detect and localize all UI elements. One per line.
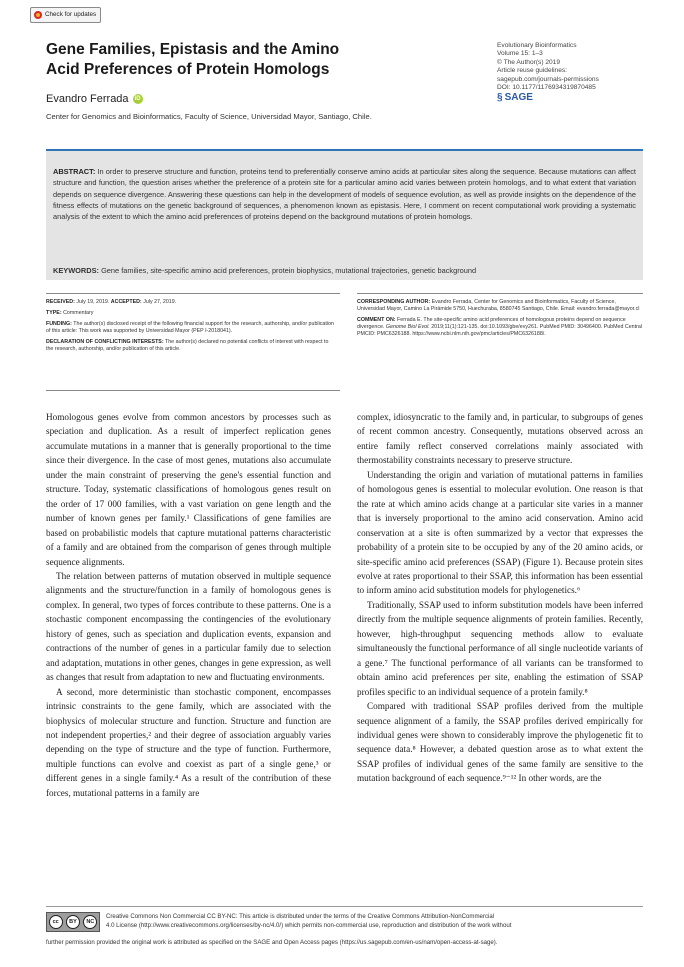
comment-citation[interactable]: 2019;11(1):121-135. doi:10.1093/gbe/evy261. PubMed PMID: 30496400. PubMed Central PMCID: PMC6326188. https://www.ncbi.nlm.nih.gov/pmc/articles/PMC6326188/. bbox=[357, 324, 642, 337]
title-line-2: Acid Preferences of Protein Homologs bbox=[46, 61, 330, 78]
article-title bbox=[46, 40, 426, 80]
body-paragraph: A second, more deterministic than stochastic component, encompasses intrinsic constraints to the gene family, which are associated with the biophysics of molecular structure and function. Structure and function are not independent properties,² and their degree of association arguably varies depending on the type of structure and the type of function. Furthermore, multiple functions can evolve and coexist as part of a single gene,³ or different genes in a single family.⁴ As a result of the contribution of these forces, mutational patterns in a family are bbox=[46, 686, 331, 798]
cc-icon: cc bbox=[49, 915, 63, 929]
accepted-date: July 27, 2019. bbox=[143, 299, 177, 305]
nc-icon: NC bbox=[83, 915, 97, 929]
license-line-3: further permission provided the original work is attributed as specified on the SAGE and Open Access pages (https://us.sagepub.com/en-us/nam/open-access-at-sage). bbox=[46, 939, 498, 946]
journal-info bbox=[497, 42, 657, 103]
abstract-text: In order to preserve structure and function, proteins tend to preferentially conserve amino acids at particular sites along the sequence. Because mutations can affect structure and function, the question arises whether the preference of a protein site for a particular amino acid varies between protein homologs, and to what extent that variation depends on sequence divergence. Answering these questions can help in the development of models of sequence evolution, as well as provide insights on the dependence of the fitness effects of mutations on the genetic background of sequences, a phenomenon known as epistasis. Here, I comment on recent computational work providing a systematic analysis of the extent to which the amino acid preferences of proteins depend on the background mutations of protein homologs. bbox=[53, 167, 636, 222]
cc-license-badge[interactable] bbox=[46, 912, 100, 932]
body-paragraph: complex, idiosyncratic to the family and, in particular, to subgroups of genes of recent common ancestry. Consequently, mutations observed across an entire family reflect conserved correlations mainly associated with thermostability constraints necessary to preserve structure. bbox=[357, 412, 643, 466]
by-icon: BY bbox=[66, 915, 80, 929]
corresponding-author bbox=[357, 299, 643, 313]
sage-logo-icon: § bbox=[497, 92, 503, 104]
keywords-label: KEYWORDS: bbox=[53, 266, 99, 275]
author-line bbox=[46, 93, 143, 105]
meta-right bbox=[357, 299, 643, 338]
abstract-label: ABSTRACT: bbox=[53, 167, 96, 176]
keywords-text: Gene families, site-specific amino acid preferences, protein biophysics, mutational trajectories, genetic background bbox=[101, 266, 477, 275]
journal-doi[interactable]: DOI: 10.1177/1176934319870485 bbox=[497, 84, 596, 92]
comment-on bbox=[357, 317, 643, 338]
conflicts bbox=[46, 339, 336, 353]
comment-label: COMMENT ON: bbox=[357, 317, 396, 323]
comment-text: Ferrada E. The site-specific amino acid preferences of homologous proteins depend on sequence divergence. bbox=[357, 317, 626, 330]
meta-right-rule bbox=[357, 293, 643, 294]
journal-volume: Volume 15: 1–3 bbox=[497, 50, 543, 58]
funding bbox=[46, 321, 336, 335]
type-label: TYPE: bbox=[46, 310, 62, 316]
affiliation: Center for Genomics and Bioinformatics, Faculty of Science, Universidad Mayor, Santiago, Chile. bbox=[46, 112, 372, 121]
funding-label: FUNDING: bbox=[46, 321, 72, 327]
license-line-2: 4.0 License (http://www.creativecommons.org/licenses/by-nc/4.0/) which permits non-commercial use, reproduction and distribution of the work without bbox=[106, 921, 512, 929]
received-accepted bbox=[46, 299, 336, 306]
journal-copyright: © The Author(s) 2019 bbox=[497, 58, 561, 66]
orcid-icon[interactable]: iD bbox=[134, 96, 141, 102]
title-line-1: Gene Families, Epistasis and the Amino bbox=[46, 41, 340, 58]
license-text bbox=[106, 913, 646, 931]
sage-logo-text: SAGE bbox=[504, 92, 533, 104]
journal-name: Evolutionary Bioinformatics bbox=[497, 42, 577, 49]
license-line-1: Creative Commons Non Commercial CC BY-NC: This article is distributed under the terms of the Creative Commons Attribution-NonCommercial bbox=[106, 913, 495, 920]
body-paragraph: The relation between patterns of mutation observed in multiple sequence alignments and the structure/function in a family of homologous genes is complex. In general, two types of forces contribute to these patterns. One is a stochastic component encompassing the contingencies of the evolutionary history of genes, such as speciation and duplication events, expansion and contractions of the number of genes in a particular family due to selection and adaptation, mutations in other genes, changes in gene expression, as well as changes that result from adaptation to new and fluctuating environments. bbox=[46, 570, 331, 683]
check-for-updates-button[interactable] bbox=[30, 7, 101, 23]
accepted-label: ACCEPTED: bbox=[110, 299, 142, 305]
body-left-column bbox=[46, 410, 331, 800]
body-paragraph: Compared with traditional SSAP profiles derived from the multiple sequence alignment of a family, the SSAP profiles derived empirically for individual genes were shown to considerably improve the phylogenetic fit to sequence data.⁸ However, a debated question arose as to what extent the SSAP profiles of individual genes of the same family are sensitive to the mutation background of each sequence.⁹⁻¹² In other words, are the bbox=[357, 701, 643, 784]
corresponding-text: Evandro Ferrada, Center for Genomics and Bioinformatics, Faculty of Science, Universidad Mayor, Camino La Pirámide 5750, Huechuraba, 8580745 Santiago, Chile. Email: evandro.ferrada@mayor.cl bbox=[357, 299, 640, 312]
corresponding-label: CORRESPONDING AUTHOR: bbox=[357, 299, 431, 305]
body-paragraph: Understanding the origin and variation of mutational patterns in families of homologous genes is essential to molecular evolution. One reason is that the rate at which amino acids change at a particular site varies in a manner that is inversely proportional to the amino acid conservation. Amino acid conservation at a site is often summarized by a vector that expresses the probability of a protein site to be occupied by any of the 20 amino acids, or site-specific amino acid preferences (SSAP) (Figure 1). Because protein sites evolve at rates proportional to their SSAP, this information has been essential to inform amino acid substitution models for phylogenetics.⁶ bbox=[357, 469, 643, 596]
received-date: July 19, 2019. bbox=[76, 299, 110, 305]
body-right-column bbox=[357, 410, 643, 786]
conflict-text: The author(s) declared no potential conflicts of interest with respect to the research, authorship, and/or publication of this article. bbox=[46, 339, 329, 352]
abstract bbox=[53, 166, 636, 222]
article-type bbox=[46, 310, 336, 317]
comment-journal: Genome Biol Evol. bbox=[385, 324, 430, 330]
meta-left bbox=[46, 299, 336, 353]
body-paragraph: Traditionally, SSAP used to inform substitution models have been inferred directly from the multiple sequence alignments of protein families. Recently, however, high-throughput sequencing methods allow to evaluate simultaneously the functional performance of all single nucleotide variants of a gene.⁷ The functional performance of all variants can be transformed to obtain amino acid preferences per site, enabling the estimation of SSAP profiles specific to an individual sequence of a protein family.⁸ bbox=[357, 599, 643, 697]
journal-reuse-url[interactable]: sagepub.com/journals-permissions bbox=[497, 75, 599, 83]
meta-left-rule bbox=[46, 293, 340, 294]
crossmark-icon bbox=[34, 11, 42, 19]
sage-logo bbox=[497, 94, 657, 102]
check-for-updates-label: Check for updates bbox=[45, 11, 97, 18]
footer-rule bbox=[46, 906, 643, 907]
funding-text: The author(s) disclosed receipt of the following financial support for the research, authorship, and/or publication of this article: This work was supported by Universidad Mayor (PEP I-2018041). bbox=[46, 321, 334, 334]
journal-reuse: Article reuse guidelines: bbox=[497, 67, 568, 75]
meta-bottom-rule bbox=[46, 390, 340, 391]
author-name: Evandro Ferrada bbox=[46, 93, 129, 105]
keywords bbox=[53, 266, 636, 275]
body-paragraph: Homologous genes evolve from common ancestors by processes such as speciation and duplication. As a result of imperfect replication genes accumulate mutations in a manner that is generally proportional to the time since their divergence. In the case of most genes, mutations also accumulate under the main constraint of preserving the gene's essential function and structure. Today, systematic classifications of homologous genes result on the order of 17 000 families, with a vast variation on gene length and the number of known genes per family.¹ Classifications of gene families are based on probabilistic models that capture mutational patterns characteristic of a family and are obtained from the comparison of genes through multiple sequence alignments. bbox=[46, 412, 331, 567]
conflict-label: DECLARATION OF CONFLICTING INTERESTS: bbox=[46, 339, 164, 345]
received-label: RECEIVED: bbox=[46, 299, 75, 305]
type-value: Commentary bbox=[63, 310, 94, 316]
